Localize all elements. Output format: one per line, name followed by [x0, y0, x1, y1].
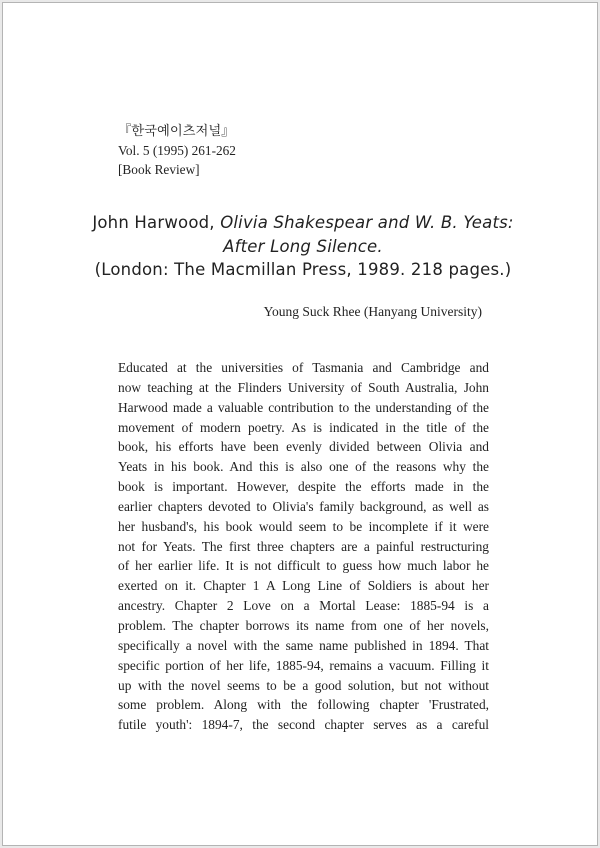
title-line-1 [83, 211, 523, 235]
book-title-part-1: Olivia Shakespear and W. B. Yeats: [220, 213, 514, 232]
document-page [2, 2, 598, 846]
review-body [118, 358, 489, 735]
body-line: some problem. Along with the following chapter 'Frustrated, [118, 697, 489, 713]
body-line: futile youth': 1894-7, the second chapter serves as a careful [118, 717, 489, 733]
journal-header [118, 121, 236, 180]
body-line: Educated at the universities of Tasmania and Cambridge and [118, 360, 489, 375]
body-line: book, his efforts have been evenly divided between Olivia and [118, 439, 489, 455]
book-author: John Harwood, [92, 213, 221, 232]
body-line: specifically a novel with the same name published in 1894. That [118, 637, 489, 653]
body-line: Harwood made a valuable contribution to the understanding of the [118, 399, 489, 415]
reviewer-byline: Young Suck Rhee (Hanyang University) [263, 304, 482, 319]
book-title-part-2: After Long Silence. [223, 236, 383, 256]
publication-info: (London: The Macmillan Press, 1989. 218 pages.) [94, 260, 512, 279]
body-line: Yeats in his book. And this is also one of the reasons why the [118, 459, 489, 475]
body-line: book is important. However, despite the efforts made in the [118, 479, 489, 495]
body-line: of her earlier life. It is not difficult to guess how much labor he [118, 558, 489, 574]
journal-name: 『한국예이츠저널』 [118, 123, 235, 138]
volume-info: Vol. 5 (1995) 261-262 [118, 142, 236, 158]
body-line: movement of modern poetry. As is indicated in the title of the [118, 419, 489, 435]
body-line: specific portion of her life, 1885-94, remains a vacuum. Filling it [118, 657, 489, 673]
body-line: exerted on it. Chapter 1 A Long Line of Soldiers is about her [118, 578, 489, 594]
body-line: her husband's, his book would seem to be incomplete if it were [118, 518, 489, 534]
body-line: now teaching at the Flinders University of South Australia, John [118, 379, 489, 395]
body-line: not for Yeats. The first three chapters are a painful restructuring [118, 538, 489, 554]
section-label: [Book Review] [118, 162, 200, 177]
review-title [83, 211, 523, 282]
body-line: problem. The chapter borrows its name from one of her novels, [118, 617, 489, 633]
body-line: up with the novel seems to be a good solution, but not without [118, 677, 489, 693]
body-line: earlier chapters devoted to Olivia's family background, as well as [118, 498, 489, 514]
body-line: ancestry. Chapter 2 Love on a Mortal Lease: 1885-94 is a [118, 598, 489, 614]
